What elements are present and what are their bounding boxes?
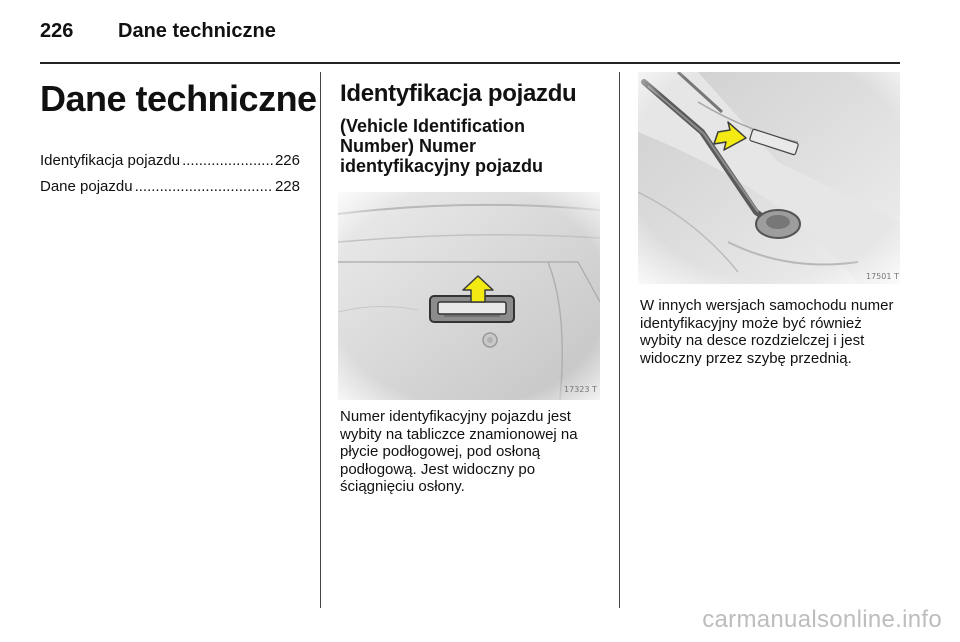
watermark: carmanualsonline.info (702, 606, 942, 633)
body-text-floor-plate: Numer identyfikacyjny pojazdu jest wybity na tabliczce znamionowej na płycie podłogowej, pod osłoną podłogową. Jest widoczny po ściągnięciu osłony. (340, 408, 578, 495)
column-divider (619, 72, 620, 608)
vin-dashboard-image (638, 72, 900, 284)
toc-page: 226 (274, 152, 300, 169)
section-title: Identyfikacja pojazdu (340, 80, 577, 107)
figure-code: 17323 T (564, 385, 597, 394)
header-rule (40, 62, 900, 64)
page-number: 226 (40, 20, 74, 42)
vin-floor-plate-image (338, 192, 600, 400)
body-text-dashboard: W innych wersjach samochodu numer identyfikacyjny może być również wybity na desce rozdzielczej i jest widoczny przez szybę przednią. (640, 297, 894, 367)
subsection-title: (Vehicle Identification Number) Numer identyfikacyjny pojazdu (340, 116, 544, 176)
toc-entry-identification[interactable] (40, 152, 300, 169)
toc-entry-vehicle-data[interactable] (40, 178, 300, 195)
toc-page: 228 (274, 178, 300, 195)
header-title: Dane techniczne (118, 20, 276, 42)
toc-leader (182, 152, 273, 169)
column-divider (320, 72, 321, 608)
chapter-title: Dane techniczne (40, 78, 317, 119)
toc-leader (135, 178, 273, 195)
toc-label: Dane pojazdu (40, 178, 133, 195)
toc-label: Identyfikacja pojazdu (40, 152, 181, 169)
figure-code: 17501 T (866, 272, 899, 281)
